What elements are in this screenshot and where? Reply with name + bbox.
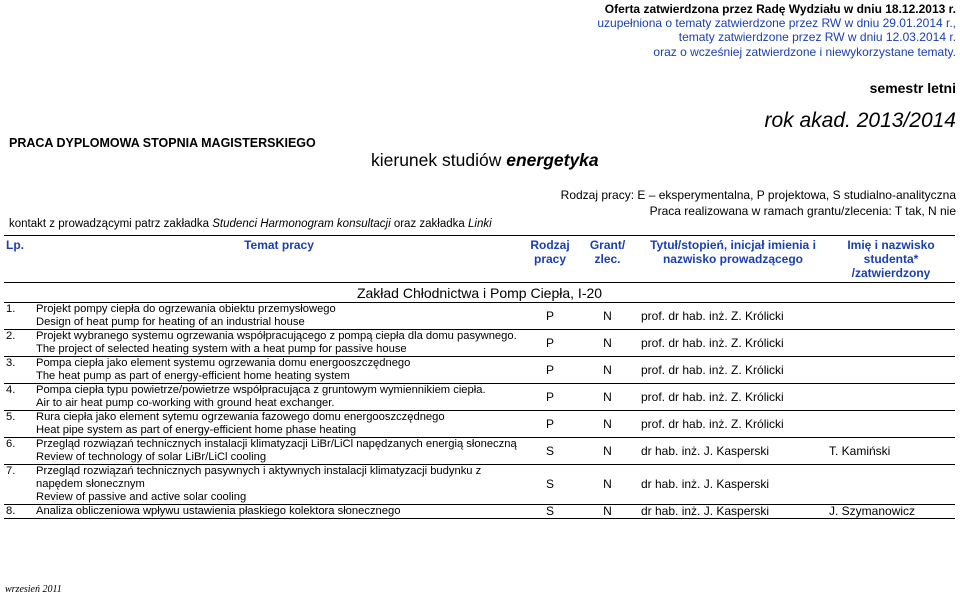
grant-cell: N xyxy=(576,438,639,465)
topic-cell xyxy=(34,438,524,465)
row-number: 1. xyxy=(4,303,34,330)
student-cell: J. Szymanowicz xyxy=(827,505,955,519)
grant-legend: Praca realizowana w ramach grantu/zlecenia: T tak, N nie xyxy=(649,204,956,218)
type-legend: Rodzaj pracy: E – eksperymentalna, P projektowa, S studialno-analityczna xyxy=(560,188,956,202)
grant-cell: N xyxy=(576,330,639,357)
update-note-3: oraz o wcześniej zatwierdzone i niewykorzystane tematy. xyxy=(653,45,956,59)
row-number: 3. xyxy=(4,357,34,384)
students-tab-link[interactable]: Studenci xyxy=(212,218,258,230)
row-number: 8. xyxy=(4,505,34,519)
type-cell: P xyxy=(524,411,576,438)
type-cell: S xyxy=(524,465,576,505)
field-label: kierunek studiów xyxy=(371,150,502,170)
supervisor-cell: dr hab. inż. J. Kasperski xyxy=(639,465,827,505)
contact-mid: oraz zakładka xyxy=(393,218,465,230)
table-header-row xyxy=(4,236,955,283)
consultations-link[interactable]: Harmonogram konsultacji xyxy=(260,218,391,230)
topic-cell xyxy=(34,411,524,438)
footer-date: wrzesień 2011 xyxy=(5,584,62,595)
topic-cell xyxy=(34,384,524,411)
row-number: 5. xyxy=(4,411,34,438)
student-cell xyxy=(827,411,955,438)
supervisor-cell: prof. dr hab. inż. Z. Królicki xyxy=(639,330,827,357)
student-cell xyxy=(827,384,955,411)
update-note-2: tematy zatwierdzone przez RW w dniu 12.03.2014 r. xyxy=(678,30,956,44)
grant-cell: N xyxy=(576,411,639,438)
supervisor-cell: prof. dr hab. inż. Z. Królicki xyxy=(639,411,827,438)
topic-cell xyxy=(34,330,524,357)
col-header-topic: Temat pracy xyxy=(34,236,524,283)
row-number: 4. xyxy=(4,384,34,411)
topic-pl: Pompa ciepła typu powietrze/powietrze współpracująca z gruntowym wymiennikiem ciepła. xyxy=(36,384,486,396)
table-row xyxy=(4,303,955,330)
table-row xyxy=(4,330,955,357)
table-row xyxy=(4,357,955,384)
student-cell xyxy=(827,330,955,357)
student-cell: T. Kamiński xyxy=(827,438,955,465)
row-number: 7. xyxy=(4,465,34,505)
topic-pl: Przegląd rozwiązań technicznych pasywnych i aktywnych instalacji klimatyzacji budynku z napędem słonecznym xyxy=(36,465,482,490)
topic-cell xyxy=(34,357,524,384)
topic-en: Air to air heat pump co-working with ground heat exchanger. xyxy=(36,397,335,409)
topic-en: Review of technology of solar LiBr/LiCl cooling xyxy=(36,451,267,463)
year-value: 2013/2014 xyxy=(856,109,956,132)
topic-pl: Przegląd rozwiązań technicznych instalacji klimatyzacji LiBr/LiCl napędzanych energią słoneczną xyxy=(36,438,517,450)
student-cell xyxy=(827,303,955,330)
update-note-1: uzupełniona o tematy zatwierdzone przez RW w dniu 29.01.2014 r., xyxy=(597,16,956,30)
contact-note xyxy=(9,218,492,230)
topic-en: The heat pump as part of energy-efficient home heating system xyxy=(36,370,350,382)
topic-pl: Analiza obliczeniowa wpływu ustawienia płaskiego kolektora słonecznego xyxy=(36,505,401,517)
col-header-student: Imię i nazwisko studenta* /zatwierdzony xyxy=(827,236,955,283)
grant-cell: N xyxy=(576,357,639,384)
topic-pl: Pompa ciepła jako element systemu ogrzewania domu energooszczędnego xyxy=(36,357,411,369)
topic-pl: Projekt pompy ciepła do ogrzewania obiektu przemysłowego xyxy=(36,303,336,315)
field-of-study xyxy=(371,150,599,171)
grant-cell: N xyxy=(576,384,639,411)
student-cell xyxy=(827,465,955,505)
supervisor-cell: dr hab. inż. J. Kasperski xyxy=(639,505,827,519)
section-row xyxy=(4,283,955,303)
topic-pl: Projekt wybranego systemu ogrzewania współpracującego z pompą ciepła dla domu pasywnego. xyxy=(36,330,517,342)
grant-cell: N xyxy=(576,303,639,330)
student-cell xyxy=(827,357,955,384)
col-header-supervisor: Tytuł/stopień, inicjał imienia i nazwisko prowadzącego xyxy=(639,236,827,283)
topic-en: Review of passive and active solar cooling xyxy=(36,491,247,503)
row-number: 2. xyxy=(4,330,34,357)
grant-cell: N xyxy=(576,505,639,519)
type-cell: P xyxy=(524,303,576,330)
topic-cell xyxy=(34,303,524,330)
supervisor-cell: prof. dr hab. inż. Z. Królicki xyxy=(639,357,827,384)
topic-cell xyxy=(34,465,524,505)
thesis-topics-table xyxy=(4,235,955,519)
type-cell: P xyxy=(524,384,576,411)
page-title: PRACA DYPLOMOWA STOPNIA MAGISTERSKIEGO xyxy=(9,136,316,150)
type-cell: S xyxy=(524,505,576,519)
topic-cell xyxy=(34,505,524,519)
contact-prefix: kontakt z prowadzącymi patrz zakładka xyxy=(9,218,210,230)
grant-cell: N xyxy=(576,465,639,505)
type-cell: P xyxy=(524,330,576,357)
table-row xyxy=(4,465,955,505)
table-row xyxy=(4,411,955,438)
semester-label: semestr letni xyxy=(869,80,956,96)
topic-en: The project of selected heating system with a heat pump for passive house xyxy=(36,343,407,355)
topic-pl: Rura ciepła jako element sytemu ogrzewania fazowego domu energooszczędnego xyxy=(36,411,445,423)
links-tab-link[interactable]: Linki xyxy=(468,218,492,230)
col-header-grant: Grant/ zlec. xyxy=(576,236,639,283)
topic-en: Heat pipe system as part of energy-efficient home phase heating xyxy=(36,424,357,436)
approval-note: Oferta zatwierdzona przez Radę Wydziału w dniu 18.12.2013 r. xyxy=(604,2,956,16)
type-cell: S xyxy=(524,438,576,465)
year-label: rok akad. xyxy=(764,109,851,132)
supervisor-cell: prof. dr hab. inż. Z. Królicki xyxy=(639,384,827,411)
supervisor-cell: prof. dr hab. inż. Z. Królicki xyxy=(639,303,827,330)
type-cell: P xyxy=(524,357,576,384)
field-value: energetyka xyxy=(506,150,599,170)
academic-year xyxy=(764,109,956,133)
col-header-lp: Lp. xyxy=(4,236,34,283)
topic-en: Design of heat pump for heating of an industrial house xyxy=(36,316,305,328)
table-row xyxy=(4,438,955,465)
table-row xyxy=(4,384,955,411)
col-header-type: Rodzaj pracy xyxy=(524,236,576,283)
row-number: 6. xyxy=(4,438,34,465)
section-title: Zakład Chłodnictwa i Pomp Ciepła, I-20 xyxy=(356,285,603,301)
table-row xyxy=(4,505,955,519)
supervisor-cell: dr hab. inż. J. Kasperski xyxy=(639,438,827,465)
